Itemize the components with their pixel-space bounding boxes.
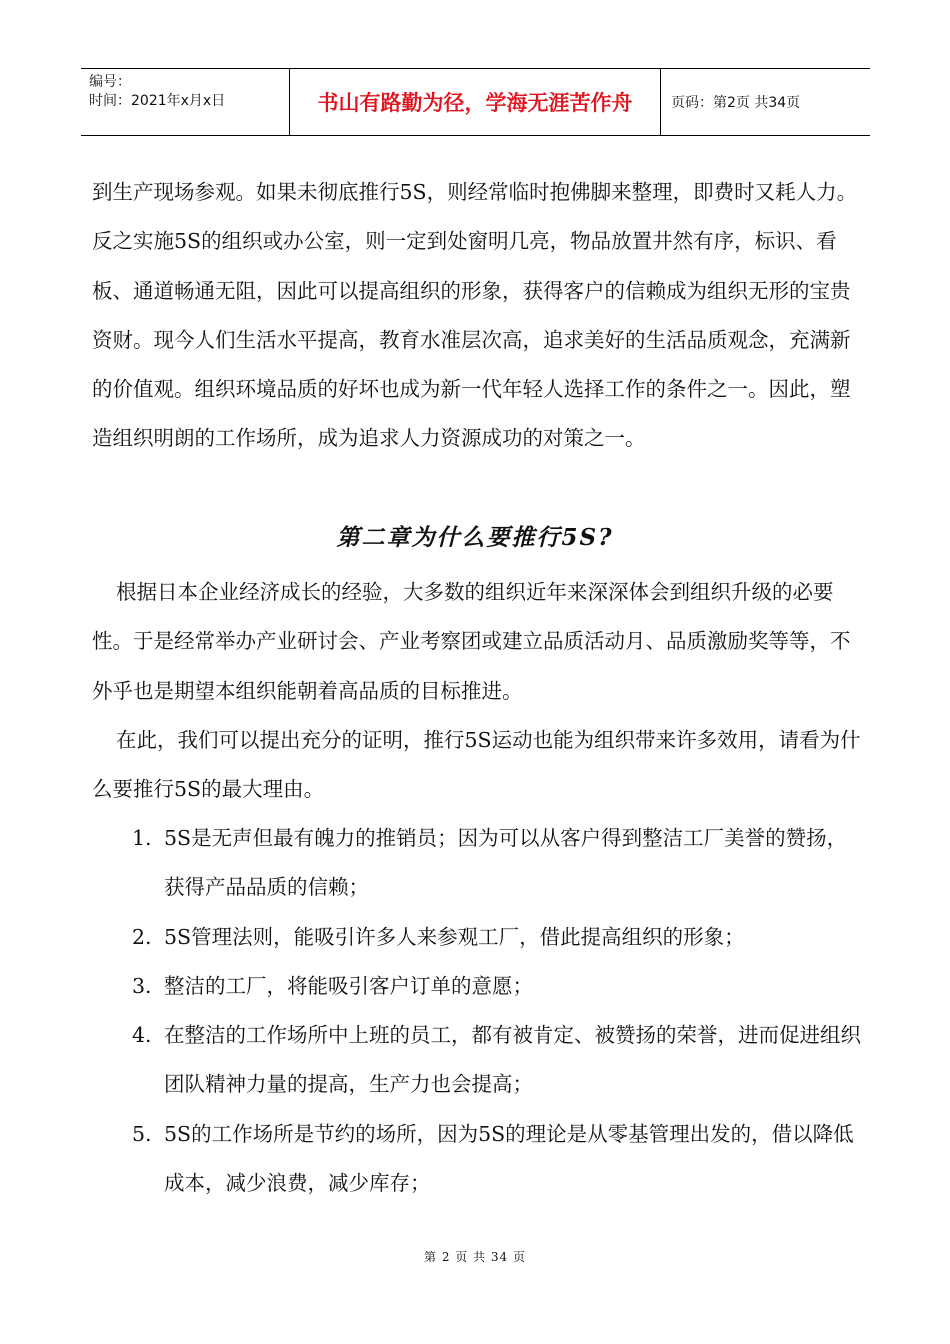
list-item-number: 5. [132,1121,152,1146]
document-header [81,68,870,136]
header-page-label: 页码：第2页 共34页 [671,95,801,111]
list-item [128,1011,864,1110]
list-item [128,913,864,962]
list-item [128,1110,864,1209]
page-footer: 第 2 页 共 34 页 [424,1250,526,1264]
list-item-number: 3. [132,973,152,998]
list-item-text: 5S是无声但最有魄力的推销员；因为可以从客户得到整洁工厂美誉的赞扬，获得产品品质的信赖； [164,826,848,900]
list-item-text: 整洁的工厂，将能吸引客户订单的意愿； [164,973,533,998]
header-motto: 书山有路勤为径，学海无涯苦作舟 [290,69,661,135]
reasons-list [128,814,864,1208]
list-item-number: 2. [132,924,152,949]
chapter-title: 第二章为什么要推行5S? [336,524,614,551]
list-item-number: 1. [132,826,152,850]
header-number-label: 编号： [89,74,131,90]
body-paragraph-1: 到生产现场参观。如果未彻底推行5S，则经常临时抱佛脚来整理，即费时又耗人力。反之实施5S的组织或办公室，则一定到处窗明几亮，物品放置井然有序，标识、看板、通道畅通无阻，因此可以提高组织的形象，获得客户的信赖成为组织无形的宝贵资财。现今人们生活水平提高，教育水准层次高，追求美好的生活品质观念，充满新的价值观。组织环境品质的好坏也成为新一代年轻人选择工作的条件之一。因此，塑造组织明朗的工作场所，成为追求人力资源成功的对策之一。 [92,180,858,451]
list-item-text: 5S的工作场所是节约的场所，因为5S的理论是从零基管理出发的，借以降低成本，减少浪费，减少库存； [164,1121,854,1196]
list-item-text: 在整洁的工作场所中上班的员工，都有被肯定、被赞扬的荣誉，进而促进组织团队精神力量的提高，生产力也会提高； [164,1023,861,1097]
list-item-number: 4. [132,1023,152,1048]
body-paragraph-3: 在此，我们可以提出充分的证明，推行5S运动也能为组织带来许多效用，请看为什么要推行5S的最大理由。 [92,728,861,802]
header-meta [81,69,290,135]
list-item-text: 5S管理法则，能吸引许多人来参观工厂，借此提高组织的形象； [164,924,745,949]
list-item [128,814,864,913]
body-paragraph-2: 根据日本企业经济成长的经验，大多数的组织近年来深深体会到组织升级的必要性。于是经常举办产业研讨会、产业考察团或建立品质活动月、品质激励奖等等，不外乎也是期望本组织能朝着高品质的目标推进。 [92,580,851,703]
list-item [128,962,864,1011]
header-date-label: 时间：2021年x月x日 [89,93,226,109]
